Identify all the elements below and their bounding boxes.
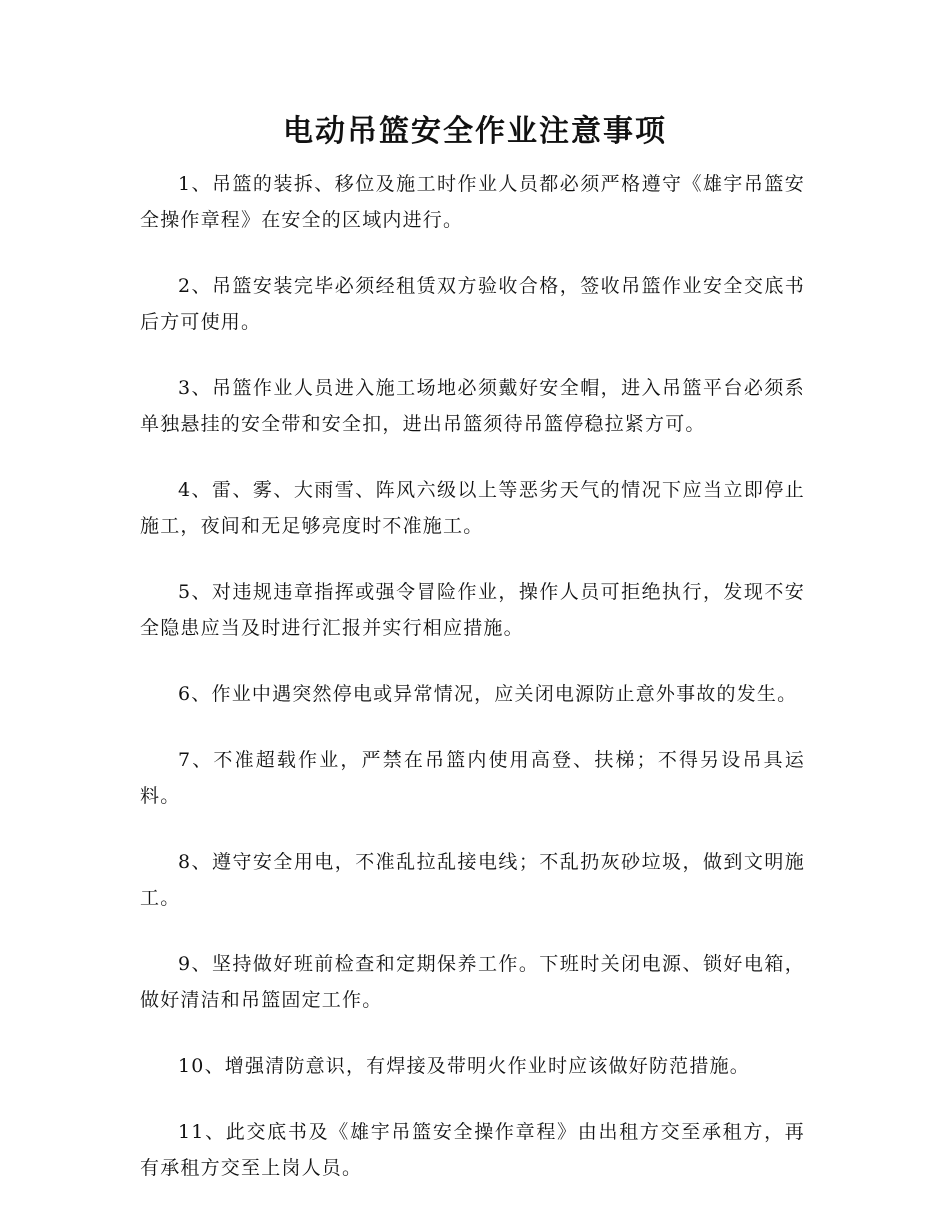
paragraph-7: 7、不准超载作业，严禁在吊篮内使用高登、扶梯；不得另设吊具运料。 bbox=[140, 749, 805, 807]
document-title: 电动吊篮安全作业注意事项 bbox=[283, 114, 667, 149]
paragraph-11: 11、此交底书及《雄宇吊篮安全操作章程》由出租方交至承租方，再有承租方交至上岗人员。 bbox=[140, 1121, 805, 1179]
paragraph-1: 1、吊篮的装拆、移位及施工时作业人员都必须严格遵守《雄宇吊篮安全操作章程》在安全的区域内进行。 bbox=[140, 173, 805, 231]
paragraph-10: 10、增强清防意识，有焊接及带明火作业时应该做好防范措施。 bbox=[178, 1055, 750, 1077]
paragraph-8: 8、遵守安全用电，不准乱拉乱接电线；不乱扔灰砂垃圾，做到文明施工。 bbox=[140, 851, 805, 909]
paragraph-2: 2、吊篮安装完毕必须经租赁双方验收合格，签收吊篮作业安全交底书后方可使用。 bbox=[140, 275, 805, 333]
paragraph-3: 3、吊篮作业人员进入施工场地必须戴好安全帽，进入吊篮平台必须系单独悬挂的安全带和安全扣，进出吊篮须待吊篮停稳拉紧方可。 bbox=[140, 377, 805, 435]
paragraph-5: 5、对违规违章指挥或强令冒险作业，操作人员可拒绝执行，发现不安全隐患应当及时进行汇报并实行相应措施。 bbox=[140, 581, 805, 639]
paragraph-9: 9、坚持做好班前检查和定期保养工作。下班时关闭电源、锁好电箱，做好清洁和吊篮固定工作。 bbox=[140, 953, 805, 1011]
document-body bbox=[140, 166, 805, 1216]
paragraph-4: 4、雷、雾、大雨雪、阵风六级以上等恶劣天气的情况下应当立即停止施工，夜间和无足够亮度时不准施工。 bbox=[140, 479, 805, 537]
paragraph-6: 6、作业中遇突然停电或异常情况，应关闭电源防止意外事故的发生。 bbox=[178, 683, 798, 705]
